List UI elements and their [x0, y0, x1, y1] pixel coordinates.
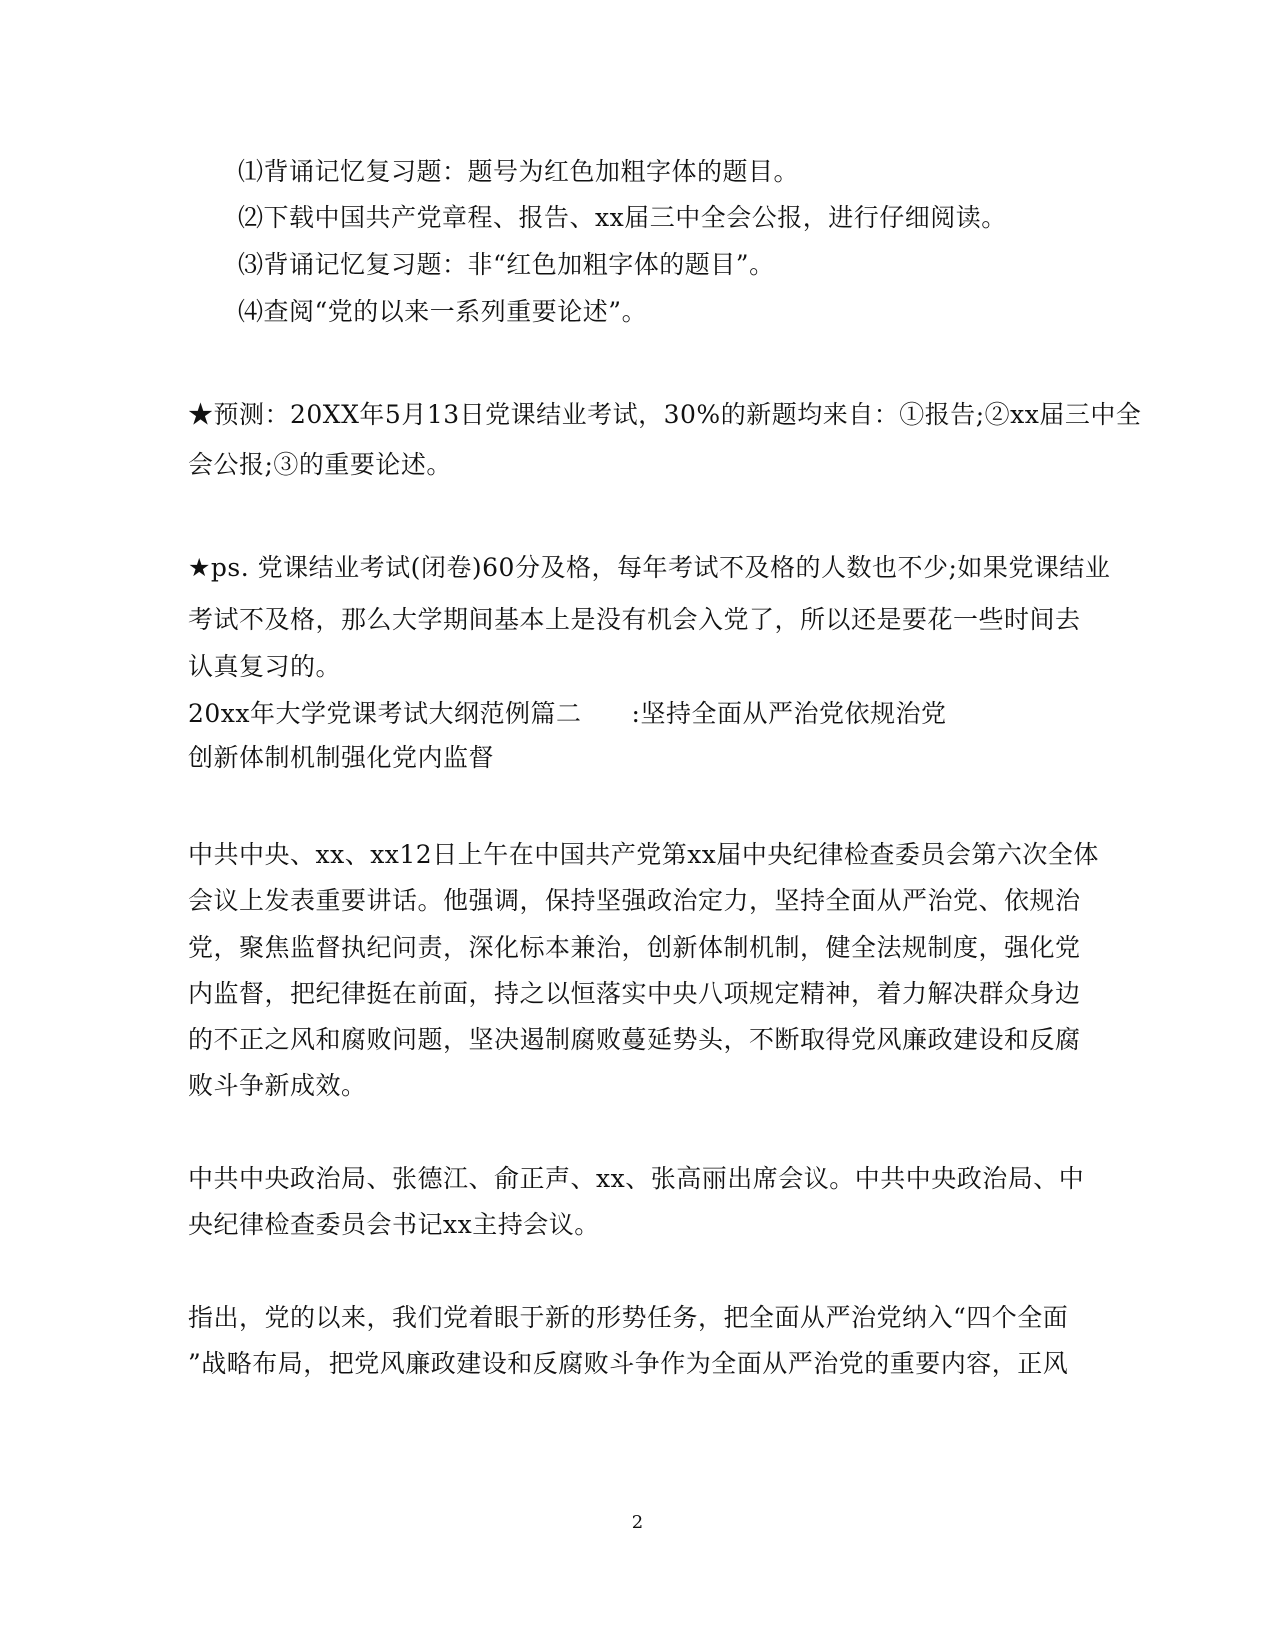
paragraph-1-line-5: 的不正之风和腐败问题，坚决遏制腐败蔓延势头，不断取得党风廉政建设和反腐 — [188, 1025, 1081, 1054]
list-item-3: ⑶背诵记忆复习题：非“红色加粗字体的题目”。 — [238, 250, 775, 279]
section-heading-subtitle: :坚持全面从严治党依规治党 — [631, 699, 947, 728]
paragraph-2-line-2: 央纪律检查委员会书记xx主持会议。 — [188, 1210, 600, 1239]
paragraph-1-line-4: 内监督，把纪律挺在前面，持之以恒落实中央八项规定精神，着力解决群众身边 — [188, 979, 1081, 1008]
paragraph-2-line-1: 中共中央政治局、张德江、俞正声、xx、张高丽出席会议。中共中央政治局、中 — [188, 1164, 1085, 1193]
list-item-2: ⑵下载中国共产党章程、报告、xx届三中全会公报，进行仔细阅读。 — [238, 203, 1007, 232]
ps-line-3: 认真复习的。 — [188, 652, 342, 681]
section-heading-line-2: 创新体制机制强化党内监督 — [188, 743, 495, 772]
paragraph-1-line-1: 中共中央、xx、xx12日上午在中国共产党第xx届中央纪律检查委员会第六次全体 — [188, 840, 1099, 869]
ps-line-2: 考试不及格，那么大学期间基本上是没有机会入党了，所以还是要花一些时间去 — [188, 605, 1081, 634]
list-item-4: ⑷查阅“党的以来一系列重要论述”。 — [238, 297, 648, 326]
prediction-line-1: ★预测：20XX年5月13日党课结业考试，30%的新题均来自：①报告;②xx届三中全 — [188, 400, 1142, 429]
section-heading-title: 20xx年大学党课考试大纲范例篇二 — [188, 699, 582, 728]
paragraph-3-line-1: 指出，党的以来，我们党着眼于新的形势任务，把全面从严治党纳入“四个全面 — [188, 1303, 1069, 1332]
paragraph-3-line-2: ”战略布局，把党风廉政建设和反腐败斗争作为全面从严治党的重要内容，正风 — [188, 1349, 1069, 1378]
paragraph-1-line-6: 败斗争新成效。 — [188, 1071, 367, 1100]
paragraph-1-line-3: 党，聚焦监督执纪问责，深化标本兼治，创新体制机制，健全法规制度，强化党 — [188, 933, 1081, 962]
page-number: 2 — [631, 1512, 644, 1533]
paragraph-1-line-2: 会议上发表重要讲话。他强调，保持坚强政治定力，坚持全面从严治党、依规治 — [188, 886, 1081, 915]
prediction-line-2: 会公报;③的重要论述。 — [188, 450, 452, 479]
ps-line-1: ★ps. 党课结业考试(闭卷)60分及格，每年考试不及格的人数也不少;如果党课结业 — [188, 553, 1111, 582]
list-item-1: ⑴背诵记忆复习题：题号为红色加粗字体的题目。 — [238, 157, 800, 186]
section-heading — [188, 697, 946, 731]
